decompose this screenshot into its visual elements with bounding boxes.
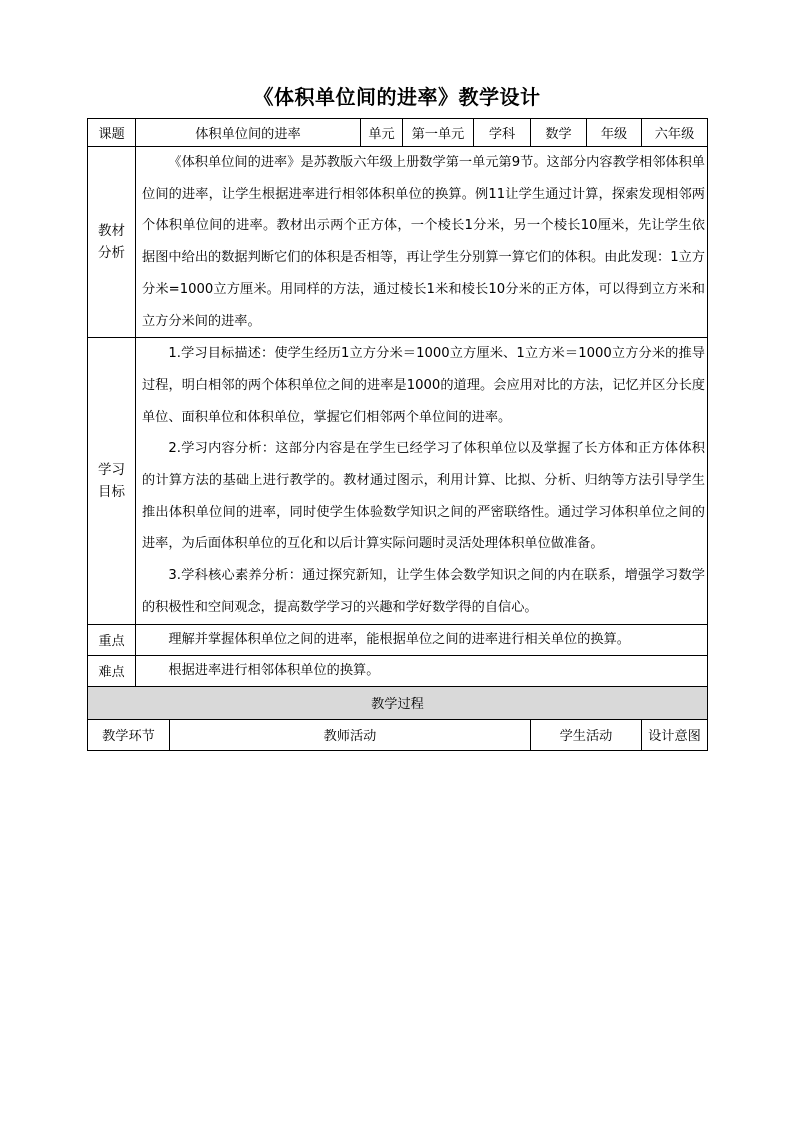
material-analysis-label-line2: 分析 <box>98 245 125 262</box>
material-analysis-label <box>88 147 136 338</box>
learning-goals-cell <box>136 338 708 624</box>
header-row <box>88 119 708 147</box>
difficult-point-row <box>88 655 708 686</box>
unit-label: 单元 <box>361 119 403 147</box>
learning-goal-paragraph: 1.学习目标描述：使学生经历1立方分米＝1000立方厘米、1立方米＝1000立方分米的推导过程，明白相邻的两个体积单位之间的进率是1000的道理。会应用对比的方法，记忆并区分长度单位、面积单位和体积单位，掌握它们相邻两个单位间的进率。 <box>142 346 705 425</box>
material-analysis-row <box>88 147 708 338</box>
process-column-header: 教学环节 <box>88 719 170 750</box>
process-column-header: 设计意图 <box>642 719 708 750</box>
subject-value: 数学 <box>531 119 587 147</box>
topic-label: 课题 <box>88 119 136 147</box>
material-analysis-text: 《体积单位间的进率》是苏教版六年级上册数学第一单元第9节。这部分内容教学相邻体积单位间的进率，让学生根据进率进行相邻体积单位的换算。例11让学生通过计算，探索发现相邻两个体积单位间的进率。教材出示两个正方体，一个棱长1分米，另一个棱长10厘米，先让学生依据图中给出的数据判断它们的体积是否相等，再让学生分别算一算它们的体积。由此发现：1立方分米=1000立方厘米。用同样的方法，通过棱长1米和棱长10分米的正方体，可以得到立方米和立方分米间的进率。 <box>142 155 705 329</box>
process-heading: 教学过程 <box>88 686 708 719</box>
material-analysis-label-line1: 教材 <box>98 223 125 240</box>
key-point-label: 重点 <box>88 624 136 655</box>
process-column-header: 教师活动 <box>170 719 531 750</box>
process-columns-row <box>88 719 708 750</box>
key-point-text: 理解并掌握体积单位之间的进率，能根据单位之间的进率进行相关单位的换算。 <box>168 631 630 647</box>
process-heading-row <box>88 686 708 719</box>
key-point-row <box>88 624 708 655</box>
material-analysis-cell <box>136 147 708 338</box>
learning-goals-row <box>88 338 708 624</box>
difficult-point-text: 根据进率进行相邻体积单位的换算。 <box>168 662 380 678</box>
lesson-plan-table <box>87 118 708 751</box>
learning-goal-paragraph: 2.学习内容分析：这部分内容是在学生已经学习了体积单位以及掌握了长方体和正方体体积的计算方法的基础上进行教学的。教材通过图示，利用计算、比拟、分析、归纳等方法引导学生推出体积单位间的进率，同时使学生体验数学知识之间的严密联络性。通过学习体积单位之间的进率，为后面体积单位的互化和以后计算实际问题时灵活处理体积单位做准备。 <box>142 441 705 552</box>
grade-value: 六年级 <box>642 119 708 147</box>
topic-value: 体积单位间的进率 <box>136 119 361 147</box>
key-point-cell <box>136 624 708 655</box>
difficult-point-cell <box>136 655 708 686</box>
subject-label: 学科 <box>474 119 531 147</box>
learning-goals-label-line1: 学习 <box>98 461 125 478</box>
difficult-point-label: 难点 <box>88 655 136 686</box>
process-column-header: 学生活动 <box>531 719 642 750</box>
learning-goal-paragraph: 3.学科核心素养分析：通过探究新知，让学生体会数学知识之间的内在联系，增强学习数学的积极性和空间观念，提高数学学习的兴趣和学好数学得的自信心。 <box>142 568 705 615</box>
page-title: 《体积单位间的进率》教学设计 <box>253 85 541 109</box>
grade-label: 年级 <box>587 119 642 147</box>
learning-goals-label-line2: 目标 <box>98 483 125 500</box>
learning-goals-label <box>88 338 136 624</box>
unit-value: 第一单元 <box>403 119 474 147</box>
